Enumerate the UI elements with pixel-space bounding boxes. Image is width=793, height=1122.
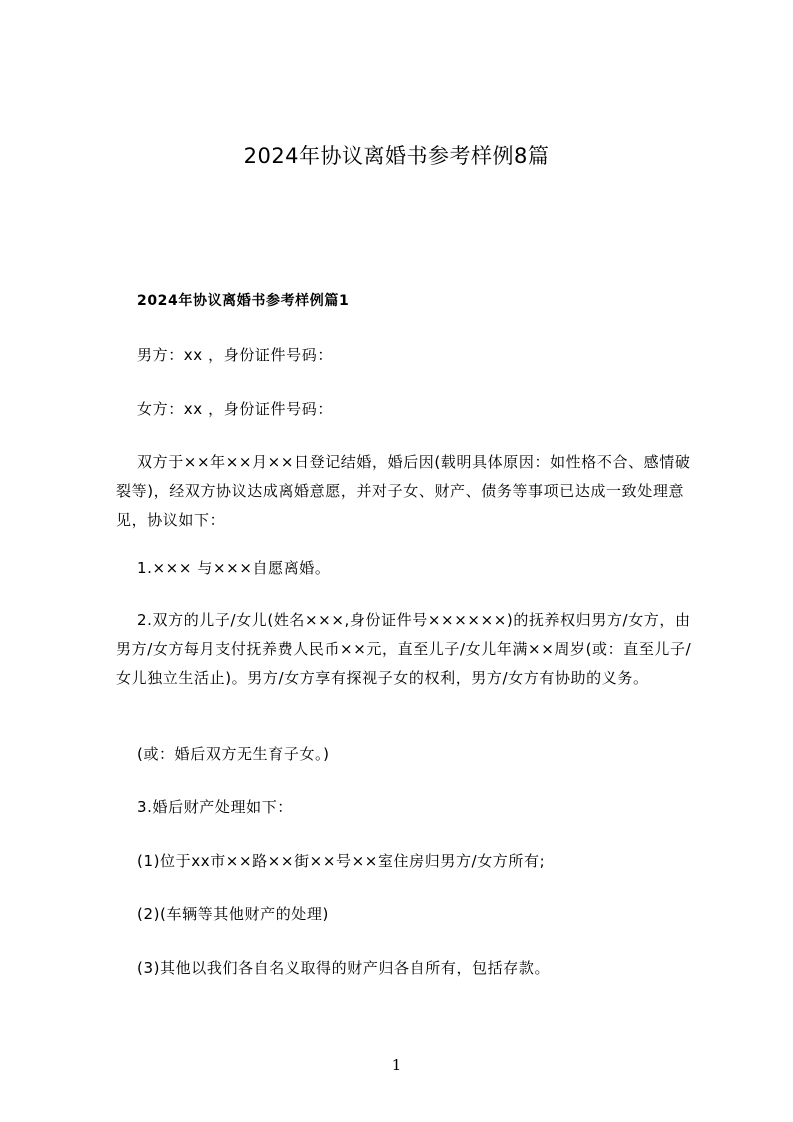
item-3-2: (2)(车辆等其他财产的处理) (137, 905, 329, 923)
intro-paragraph: 双方于××年××月××日登记结婚，婚后因(载明具体原因：如性格不合、感情破裂等)，经双方协议达成离婚意愿，并对子女、财产、债务等事项已达成一致处理意见，协议如下： (116, 453, 691, 529)
section-heading: 2024年协议离婚书参考样例篇1 (137, 293, 350, 309)
item-2-alternative: (或：婚后双方无生育子女。) (137, 745, 330, 763)
item-3-1: (1)位于xx市××路××街××号××室住房归男方/女方所有; (137, 852, 546, 870)
page-number: 1 (391, 1056, 402, 1074)
item-1: 1.××× 与×××自愿离婚。 (137, 559, 331, 577)
document-title: 2024年协议离婚书参考样例8篇 (243, 144, 550, 168)
item-2: 2.双方的儿子/女儿(姓名×××,身份证件号××××××)的抚养权归男方/女方，由男方/女方每月支付抚养费人民币××元，直至儿子/女儿年满××周岁(或：直至儿子/女儿独立生活止)。男方/女方享有探视子女的权利，男方/女方有协助的义务。 (116, 611, 692, 687)
husband-line: 男方：xx ，身份证件号码： (137, 346, 333, 364)
wife-line: 女方：xx ，身份证件号码： (137, 400, 333, 418)
item-3: 3.婚后财产处理如下： (137, 798, 293, 816)
item-3-3: (3)其他以我们各自名义取得的财产归各自所有，包括存款。 (137, 959, 551, 977)
